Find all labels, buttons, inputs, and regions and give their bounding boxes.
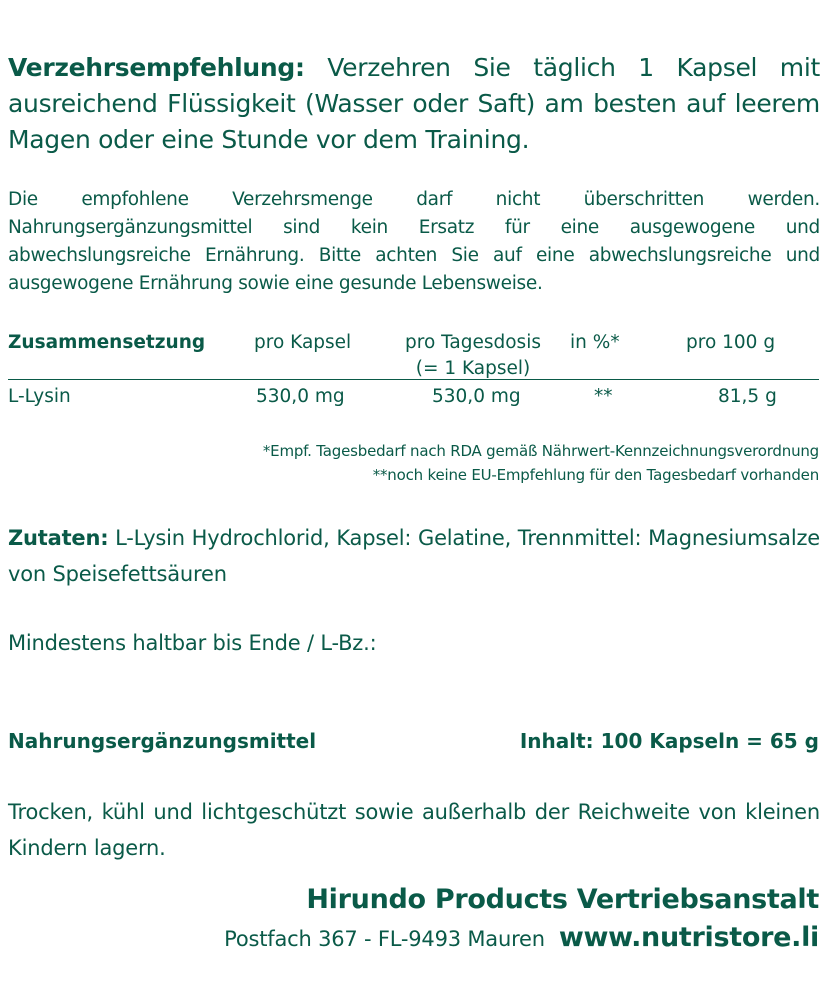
composition-header-per-daily-dose-sub: (= 1 Kapsel) xyxy=(415,358,531,379)
composition-header-per-capsule: pro Kapsel xyxy=(254,332,352,353)
dosage-recommendation-label: Verzehrsempfehlung: xyxy=(8,53,305,82)
composition-header-percent: in %* xyxy=(570,332,620,353)
dosage-note: Die empfohlene Verzehrsmenge darf nicht überschritten werden. Nahrungsergänzungsmittel sind kein Ersatz für eine ausgewogene und abwechslungsreiche Ernährung. Bitte achten Sie auf eine abwechslungsreiche und ausgewogene Ernährung sowie eine gesunde Lebensweise. xyxy=(8,189,820,294)
product-type: Nahrungsergänzungsmittel xyxy=(8,729,317,753)
ingredients xyxy=(8,520,820,592)
composition-cell-per-daily-dose: 530,0 mg xyxy=(432,386,521,407)
footnote-rda: *Empf. Tagesbedarf nach RDA gemäß Nährwert-Kennzeichnungsverordnung xyxy=(262,442,819,460)
postal-address: Postfach 367 - FL-9493 Mauren xyxy=(224,927,545,951)
composition-cell-name: L-Lysin xyxy=(8,386,71,407)
composition-cell-per-capsule: 530,0 mg xyxy=(256,386,345,407)
composition-header-per-daily-dose-main: pro Tagesdosis xyxy=(405,332,541,353)
composition-cell-per-100g: 81,5 g xyxy=(718,386,777,407)
ingredients-text: L-Lysin Hydrochlorid, Kapsel: Gelatine, Trennmittel: Magnesiumsalze von Speisefettsäuren xyxy=(8,526,820,586)
composition-cell-percent: ** xyxy=(594,386,613,407)
company-name: Hirundo Products Vertriebsanstalt xyxy=(306,884,819,915)
dosage-recommendation-text: Verzehren Sie täglich 1 Kapsel mit ausreichend Flüssigkeit (Wasser oder Saft) am besten auf leerem Magen oder eine Stunde vor dem Training. xyxy=(8,53,820,154)
composition-divider xyxy=(8,379,819,380)
content-amount: Inhalt: 100 Kapseln = 65 g xyxy=(519,729,819,753)
composition-header-name: Zusammensetzung xyxy=(8,332,206,353)
footnote-eu: **noch keine EU-Empfehlung für den Tagesbedarf vorhanden xyxy=(372,466,819,484)
address-line xyxy=(224,920,819,959)
composition-header-per-100g: pro 100 g xyxy=(686,332,776,353)
best-before: Mindestens haltbar bis Ende / L-Bz.: xyxy=(8,631,377,655)
dosage-recommendation xyxy=(8,50,820,158)
composition-header-per-daily-dose xyxy=(398,330,548,382)
storage-instructions: Trocken, kühl und lichtgeschützt sowie außerhalb der Reichweite von kleinen Kindern lagern. xyxy=(8,800,820,860)
website-link: www.nutristore.li xyxy=(558,922,819,953)
ingredients-label: Zutaten: xyxy=(8,526,109,550)
